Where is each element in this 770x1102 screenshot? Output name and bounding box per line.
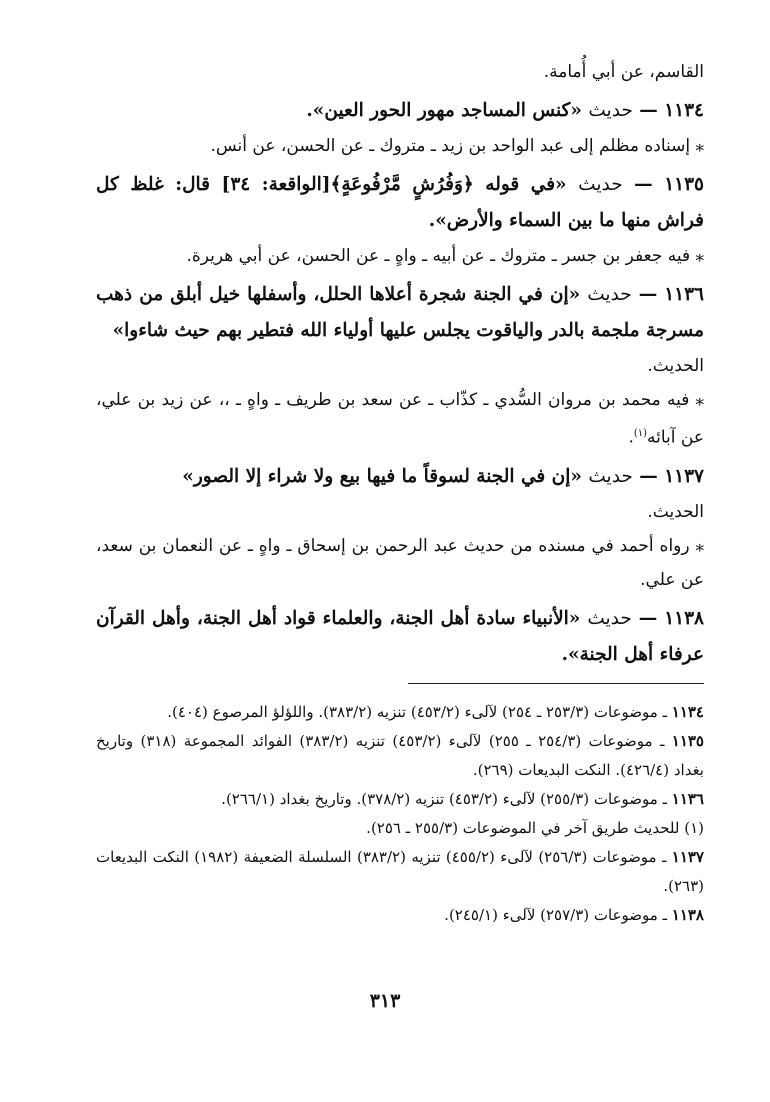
hadith-keyword: حديث	[587, 607, 632, 629]
hadith-keyword: حديث	[587, 284, 632, 305]
footnote-1134	[96, 698, 704, 727]
hadith-note: ⁎ إسناده مظلم إلى عبد الواحد بن زيد ـ متروك ـ عن الحسن، عن أنس.	[210, 136, 704, 156]
footnote-text: ـ موضوعات (٢٥٦/٣) لآلىء (٤٥٥/٢) تنزيه (٣٨٣/٢) السلسلة الضعيفة (١٩٨٢) النكت البديعات (٢٦٣).	[96, 847, 704, 895]
footnote-ref-1	[96, 814, 704, 843]
hadith-1135: ١١٣٥ — حديث «في قوله ﴿وَفُرُشٍ مَّرْفُوعَةٍ﴾[الواقعة: ٣٤] قال: غلظ كل فراش منها ما بين السماء والأرض».	[96, 174, 704, 231]
hadith-number: ١١٣٧	[664, 465, 704, 487]
hadith-text: «كنس المساجد مهور الحور العين».	[306, 100, 582, 121]
hadith-keyword: حديث	[588, 465, 633, 487]
hadith-1137: ١١٣٧ — حديث «إن في الجنة لسوقاً ما فيها بيع ولا شراء إلا الصور»	[182, 465, 704, 487]
hadith-note: ⁎ فيه جعفر بن جسر ـ متروك ـ عن أبيه ـ واهٍ ـ عن الحسن، عن أبي هريرة.	[186, 246, 704, 266]
hadith-text: «إن في الجنة شجرة أعلاها الحلل، وأسفلها خيل أبلق من ذهب مسرجة ملجمة بالدر والياقوت يجلس عليها أولياء الله فتطير بهم حيث شاءوا»	[96, 284, 704, 341]
hadith-note-text: ⁎ فيه محمد بن مروان السُّدي ـ كذّاب ـ عن سعد بن طريف ـ واهٍ ـ ،، عن زيد بن علي، عن آبائه	[96, 390, 704, 448]
hadith-text: «في قوله ﴿وَفُرُشٍ مَّرْفُوعَةٍ﴾[الواقعة: ٣٤] قال: غلظ كل فراش منها ما بين السماء والأرض».	[96, 174, 704, 231]
footnote-1136	[96, 785, 704, 814]
footnote-marker: (١)	[633, 428, 648, 439]
hadith-tail: الحديث.	[647, 501, 704, 522]
footnote-number: ١١٣٧	[671, 847, 704, 866]
hadith-number: ١١٣٥	[664, 174, 704, 195]
page-number: ٣١٣	[369, 990, 401, 1012]
hadith-keyword: حديث	[588, 100, 633, 121]
footnote-1138	[96, 901, 704, 930]
hadith-1134: ١١٣٤ — حديث «كنس المساجد مهور الحور العين».	[306, 100, 704, 121]
hadith-note-end: .	[628, 427, 634, 448]
hadith-1136: ١١٣٦ — حديث «إن في الجنة شجرة أعلاها الحلل، وأسفلها خيل أبلق من ذهب مسرجة ملجمة بالدر والياقوت يجلس عليها أولياء الله فتطير بهم حيث شاءوا»	[96, 284, 704, 341]
hadith-number: ١١٣٤	[664, 100, 704, 121]
hadith-text: «إن في الجنة لسوقاً ما فيها بيع ولا شراء إلا الصور»	[182, 465, 582, 487]
footnote-number: ١١٣٦	[671, 789, 704, 808]
footnote-1135	[96, 727, 704, 785]
hadith-note: ⁎ رواه أحمد في مسنده من حديث عبد الرحمن بن إسحاق ـ واهٍ ـ عن النعمان بن سعد، عن علي.	[96, 535, 704, 590]
footnote-number: ١١٣٥	[671, 731, 704, 750]
footnote-number: ١١٣٨	[671, 905, 704, 924]
hadith-number: ١١٣٨	[664, 607, 704, 629]
hadith-tail: الحديث.	[647, 356, 704, 376]
hadith-1138: ١١٣٨ — حديث «الأنبياء سادة أهل الجنة، والعلماء قواد أهل الجنة، وأهل القرآن عرفاء أهل الجنة».	[96, 607, 704, 665]
footnote-separator	[408, 683, 704, 684]
footnote-text: ـ موضوعات (٢٥٤/٣ ـ ٢٥٥) لآلىء (٤٥٣/٢) تنزيه (٣٨٣/٢) الفوائد المجموعة (٣١٨) وتاريخ بغداد (٤٢٦/٤). النكت البديعات (٢٦٩).	[96, 731, 704, 779]
footnote-number: ١١٣٤	[671, 702, 704, 721]
footnote-text: ـ موضوعات (٢٥٣/٣ ـ ٢٥٤) لآلىء (٤٥٣/٢) تنزيه (٣٨٣/٢). واللؤلؤ المرصوع (٤٠٤).	[167, 702, 667, 721]
footnote-text: (١) للحديث طريق آخر في الموضوعات (٢٥٥/٣ ـ ٢٥٦).	[366, 818, 704, 837]
hadith-note	[96, 383, 704, 455]
intro-line: القاسم، عن أبي أُمامة.	[543, 62, 704, 82]
hadith-text: «الأنبياء سادة أهل الجنة، والعلماء قواد أهل الجنة، وأهل القرآن عرفاء أهل الجنة».	[96, 607, 704, 665]
hadith-number: ١١٣٦	[664, 284, 704, 305]
footnote-text: ـ موضوعات (٢٥٧/٣) لآلىء (٢٤٥/١).	[444, 905, 667, 924]
hadith-keyword: حديث	[578, 174, 623, 195]
footnote-1137	[96, 843, 704, 901]
footnote-text: ـ موضوعات (٢٥٥/٣) لآلىء (٤٥٣/٢) تنزيه (٣٧٨/٢). وتاريخ بغداد (٢٦٦/١).	[221, 789, 667, 808]
